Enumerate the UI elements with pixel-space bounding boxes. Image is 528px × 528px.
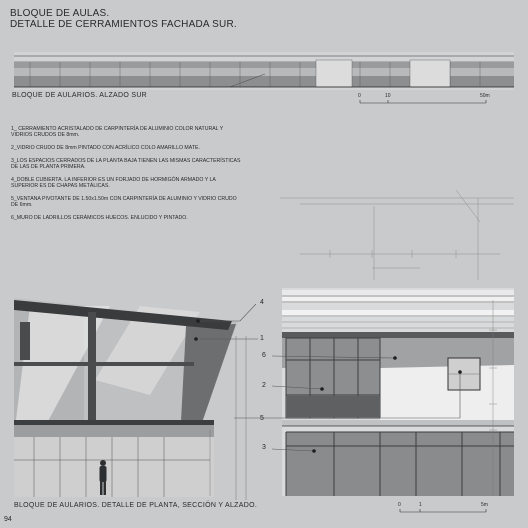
elevation-caption: BLOQUE DE AULARIOS. ALZADO SUR [12,92,148,99]
detail-scale-bar [400,509,486,512]
callout-2: 2 [262,382,267,389]
note-6: 6_MURO DE LADRILLOS CERÁMICOS HUECOS. ENLUCIDO Y PINTADO. [11,215,188,222]
detail-scale-0: 0 [398,502,401,508]
note-4: 4_DOBLE CUBIERTA. LA INFERIOR ES UN FORJADO DE HORMIGÓN ARMADO Y LA SUPERIOR ES DE CHAPAS METÁLICAS. [11,176,216,190]
south-elevation [14,52,514,90]
callout-6: 6 [262,352,267,359]
scale-10: 10 [385,93,391,99]
scale-0: 0 [358,93,361,99]
scale-50m: 50m [480,93,490,99]
detail-scale-1: 1 [419,502,422,508]
section-detail [14,298,246,500]
elevation-scale-bar [360,100,486,103]
construction-notes [11,126,241,228]
note-3: 3_LOS ESPACIOS CERRADOS DE LA PLANTA BAJA TIENEN LAS MISMAS CARACTERÍSTICAS DE LAS DE PLANTA PRIMERA. [11,157,241,171]
section-lines [280,190,514,280]
title-line-2: DETALLE DE CERRAMIENTOS FACHADA SUR. [10,19,237,30]
callout-3: 3 [262,444,267,451]
callout-4: 4 [260,299,265,306]
elevation-detail [282,288,514,496]
note-5: 5_VENTANA PIVOTANTE DE 1.50x1.50m CON CARPINTERÍA DE ALUMINIO Y VIDRIO CRUDO DE 6mm. [11,196,237,209]
note-1: 1_ CERRAMIENTO ACRISTALADO DE CARPINTERÍA DE ALUMINIO COLOR NATURAL Y VIDRIOS CRUDOS DE 8mm. [11,126,224,139]
page-number: 94 [4,516,12,523]
callout-1: 1 [260,335,265,342]
detail-scale-5m: 5m [481,502,488,508]
note-2: 2_VIDRIO CRUDO DE 8mm PINTADO CON ACRÍLICO COLO AMARILLO MATE. [11,145,200,152]
detail-caption: BLOQUE DE AULARIOS. DETALLE DE PLANTA, SECCIÓN Y ALZADO. [14,502,258,509]
title-line-1: BLOQUE DE AULAS. [10,8,110,19]
callout-5: 5 [260,415,265,422]
